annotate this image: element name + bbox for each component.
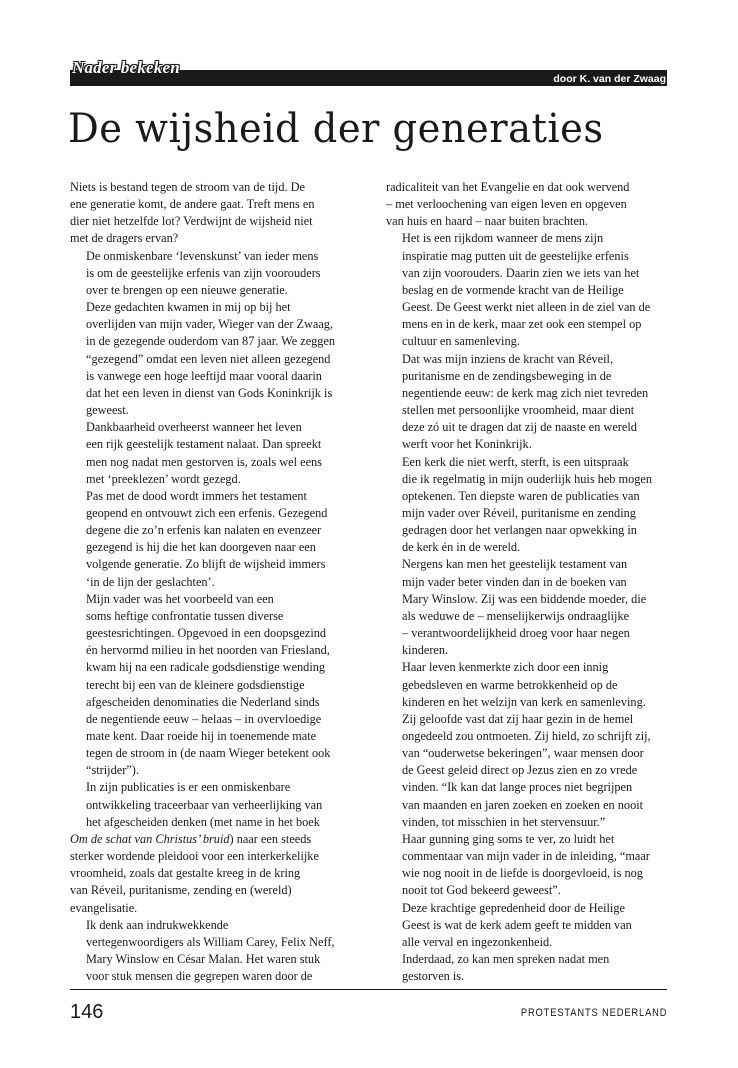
author-byline: door K. van der Zwaag: [553, 73, 666, 85]
text-line: Haar gunning ging soms te ver, zo luidt het: [402, 831, 615, 846]
text-line: negentiende eeuw: de kerk mag zich niet tevreden: [402, 385, 649, 400]
text-line: vertegenwoordigers als William Carey, Felix Neff,: [86, 934, 335, 949]
text-line: van Réveil, puritanisme, zending en (wereld): [70, 883, 292, 898]
text-line: de Geest geleid direct op Jezus zien en zo vrede: [402, 763, 638, 778]
text-line: een rijk geestelijk testament nalaat. Dan spreekt: [86, 437, 322, 452]
text-line: Een kerk die niet werft, sterft, is een uitspraak: [402, 454, 629, 469]
text-line: – met verloochening van eigen leven en opgeven: [386, 197, 627, 212]
paragraph: [70, 419, 346, 488]
text-line: met ‘preeklezen’ wordt gezegd.: [86, 471, 241, 486]
paragraph: [386, 454, 662, 557]
text-line: alle verval en ingezonkenheid.: [402, 934, 553, 949]
book-title: Om de schat van Christus’ bruid: [70, 831, 230, 846]
text-line: Ik denk aan indrukwekkende: [86, 917, 229, 932]
text-line: Het is een rijkdom wanneer de mens zijn: [402, 231, 604, 246]
text-line: Niets is bestand tegen de stroom van de tijd. De: [70, 180, 305, 194]
text-line: van zijn voorouders. Daarin zien we iets van het: [402, 265, 640, 280]
section-label: Nader bekeken: [72, 58, 180, 77]
text-line: gestorven is.: [402, 969, 465, 984]
footer-rule: [70, 989, 667, 990]
text-line: dier niet hetzelfde lot? Verdwijnt de wijsheid niet: [70, 214, 313, 229]
paragraph: [386, 351, 662, 454]
book-title-line: [70, 831, 346, 848]
text-line: geweest.: [86, 403, 129, 418]
text-line: werft voor het Koninkrijk.: [402, 437, 532, 452]
text-line: cultuur en samenleving.: [402, 334, 520, 349]
text-line: In zijn publicaties is er een onmiskenbare: [86, 780, 291, 795]
text-line: over te brengen op een nieuwe generatie.: [86, 282, 288, 297]
paragraph: [386, 230, 662, 350]
text-line: vinden. “Ik kan dat lange proces niet begrijpen: [402, 780, 633, 795]
text-line: geopend en ontvouwt zich een erfenis. Gezegend: [86, 505, 328, 520]
article-column-left: [70, 179, 346, 985]
text-line: Mary Winslow. Zij was een biddende moeder, die: [402, 591, 647, 606]
text-line: beslag en de vormende kracht van de Heilige: [402, 282, 624, 297]
text-line: Dat was mijn inziens de kracht van Réveil,: [402, 351, 614, 366]
text-line: mijn vader beter vinden dan in de boeken van: [402, 574, 627, 589]
text-line: evangelisatie.: [70, 900, 138, 915]
text-line: kwam hij na een radicale godsdienstige wending: [86, 660, 326, 675]
text-line: ontwikkeling traceerbaar van verheerlijking van: [86, 797, 323, 812]
text-line: vroomheid, zoals dat gestalte kreeg in de kring: [70, 866, 301, 881]
text-line: ene generatie komt, de andere gaat. Treft mens en: [70, 197, 315, 212]
text-line: Nergens kan men het geestelijk testament van: [402, 557, 628, 572]
text-line: terecht bij een van de kleinere godsdienstige: [86, 677, 305, 692]
text-line: volgende generatie. Zo blijft de wijsheid immers: [86, 557, 326, 572]
paragraph: [386, 951, 662, 985]
article-column-right: [386, 179, 662, 985]
paragraph: [70, 848, 346, 917]
text-line: Deze krachtige gepredenheid door de Heilige: [402, 900, 625, 915]
text-line: van maanden en jaren zoeken en zoeken en nooit: [402, 797, 644, 812]
text-line: tegen de stroom in (de naam Wieger betekent ook: [86, 746, 331, 761]
text-line: ‘in de lijn der geslachten’.: [86, 574, 215, 589]
text-line: is om de geestelijke erfenis van zijn voorouders: [86, 265, 321, 280]
text-line: afgescheiden denominaties die Nederland sinds: [86, 694, 320, 709]
book-title-suffix: ) naar een steeds: [229, 831, 312, 846]
text-line: – verantwoordelijkheid droeg voor haar negen: [402, 626, 630, 641]
text-line: “strijder”).: [86, 763, 139, 778]
text-line: Dankbaarheid overheerst wanneer het leven: [86, 420, 302, 435]
text-line: van huis en haard – naar buiten brachten.: [386, 214, 589, 229]
text-line: wie nog nooit in de liefde is doorgevloeid, is nog: [402, 866, 643, 881]
text-line: commentaar van mijn vader in de inleiding, “maar: [402, 849, 650, 864]
text-line: stellen met persoonlijke vroomheid, maar dient: [402, 403, 635, 418]
paragraph: [386, 831, 662, 900]
text-line: het afgescheiden denken (met name in het boek: [86, 814, 320, 829]
paragraph: [70, 488, 346, 591]
text-line: puritanisme en de zendingsbeweging in de: [402, 368, 612, 383]
text-line: “gezegend” omdat een leven niet alleen gezegend: [86, 351, 331, 366]
text-line: Pas met de dood wordt immers het testament: [86, 488, 307, 503]
paragraph: [70, 299, 346, 419]
text-line: als weduwe de – menselijkerwijs ondraaglijke: [402, 608, 630, 623]
text-line: Mary Winslow en César Malan. Het waren stuk: [86, 952, 321, 967]
text-line: vinden, tot misschien in het stervensuur.”: [402, 814, 606, 829]
text-line: sterker wordende pleidooi voor een interkerkelijke: [70, 849, 319, 864]
text-line: mijn vader over Réveil, puritanisme en zending: [402, 505, 636, 520]
paragraph: [386, 659, 662, 710]
text-line: soms heftige confrontatie tussen diverse: [86, 608, 284, 623]
paragraph: [386, 900, 662, 951]
text-line: Inderdaad, zo kan men spreken nadat men: [402, 952, 610, 967]
page-number: 146: [70, 1001, 104, 1023]
text-line: van “ouderwetse bekeringen”, waar mensen door: [402, 746, 644, 761]
text-line: overlijden van mijn vader, Wieger van der Zwaag,: [86, 317, 334, 332]
text-line: én hervormd milieu in het noorden van Friesland,: [86, 643, 330, 658]
text-line: geestesrichtingen. Opgevoed in een doopsgezind: [86, 626, 327, 641]
paragraph: [70, 917, 346, 986]
text-line: gedragen door het verlangen naar opwekking in: [402, 523, 637, 538]
paragraph: [386, 711, 662, 831]
text-line: Mijn vader was het voorbeeld van een: [86, 591, 274, 606]
text-line: in de gezegende ouderdom van 87 jaar. We zeggen: [86, 334, 336, 349]
text-line: De onmiskenbare ‘levenskunst’ van ieder mens: [86, 248, 319, 263]
paragraph: [70, 591, 346, 780]
text-line: optekenen. Ten diepste waren de publicaties van: [402, 488, 640, 503]
text-line: dat het een leven in dienst van Gods Koninkrijk is: [86, 385, 333, 400]
text-line: gebedsleven en warme betrokkenheid op de: [402, 677, 618, 692]
text-line: Zij geloofde vast dat zij haar gezin in de hemel: [402, 711, 634, 726]
text-line: Deze gedachten kwamen in mij op bij het: [86, 300, 291, 315]
paragraph: [70, 779, 346, 830]
text-line: gezegend is hij die het kan doorgeven naar een: [86, 540, 316, 555]
paragraph: [386, 179, 662, 230]
text-line: de kerk én in de wereld.: [402, 540, 521, 555]
text-line: is vanwege een hoge leeftijd maar vooral daarin: [86, 368, 322, 383]
text-line: met de dragers ervan?: [70, 231, 179, 246]
text-line: die ik regelmatig in mijn ouderlijk huis heb mogen: [402, 471, 652, 486]
text-line: mens en in de kerk, maar zet ook een stempel op: [402, 317, 642, 332]
text-line: nooit tot God bekeerd geweest”.: [402, 883, 561, 898]
paragraph: [386, 556, 662, 659]
text-line: ongedeeld zou ontmoeten. Zij hield, zo schrijft zij,: [402, 729, 651, 743]
article-title: De wijsheid der generaties: [68, 106, 604, 152]
text-line: Haar leven kenmerkte zich door een innig: [402, 660, 609, 675]
text-line: degene die zo’n erfenis kan nalaten en evenzeer: [86, 523, 322, 538]
text-line: men nog nadat men gestorven is, zoals wel eens: [86, 454, 322, 469]
text-line: voor stuk mensen die gegrepen waren door de: [86, 969, 313, 984]
paragraph: [70, 248, 346, 299]
text-line: mate kent. Daar roeide hij in toenemende mate: [86, 729, 317, 743]
text-line: inspiratie mag putten uit de geestelijke erfenis: [402, 248, 629, 263]
text-line: Geest is wat de kerk adem geeft te midden van: [402, 917, 632, 932]
paragraph: [70, 179, 346, 248]
text-line: de negentiende eeuw – helaas – in overvloedige: [86, 711, 322, 726]
text-line: kinderen en het welzijn van kerk en samenleving.: [402, 694, 646, 709]
publication-name: PROTESTANTS NEDERLAND: [520, 1007, 667, 1019]
text-line: kinderen.: [402, 643, 449, 658]
text-line: Geest. De Geest werkt niet alleen in de ziel van de: [402, 300, 651, 315]
text-line: radicaliteit van het Evangelie en dat ook wervend: [386, 180, 630, 194]
text-line: deze zó uit te dragen dat zij de naaste en wereld: [402, 420, 637, 435]
